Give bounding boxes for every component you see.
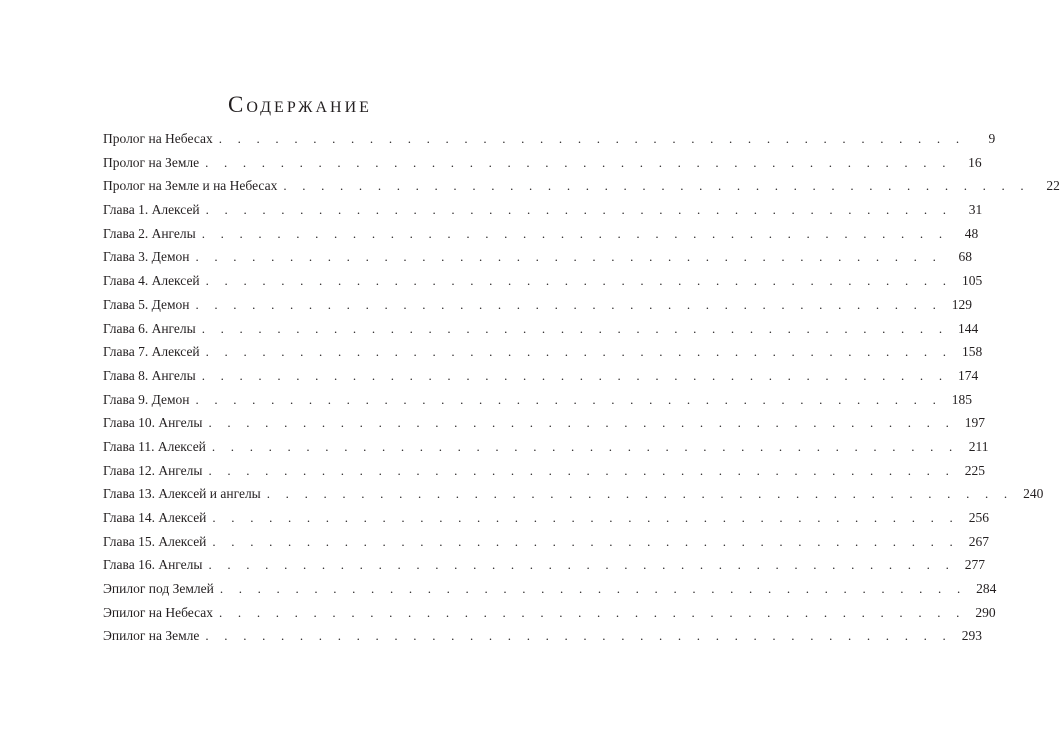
toc-entry-page: 284: [976, 581, 997, 597]
toc-entry: [103, 248, 973, 272]
toc-entry-label: Глава 12. Ангелы: [103, 462, 203, 478]
toc-entry-label: Глава 9. Демон: [103, 391, 190, 407]
toc-entry: [103, 296, 973, 320]
toc-entry-label: Глава 3. Демон: [103, 249, 190, 265]
toc-entry-label: Глава 15. Алексей: [103, 533, 207, 549]
dot-leader: . . . . . . . . . . . . . . . . . . . . . . . . . . . . . . . . . . . . . . . .: [195, 391, 943, 407]
toc-entry-page: 211: [968, 438, 989, 454]
toc-entry-page: 68: [958, 249, 973, 265]
toc-entry-label: Эпилог на Небесах: [103, 604, 214, 620]
toc-entry-label: Глава 6. Ангелы: [103, 320, 196, 336]
toc-entry-label: Глава 2. Ангелы: [103, 225, 196, 241]
toc-entry-page: 256: [968, 510, 989, 525]
toc-entry-page: 277: [964, 557, 986, 573]
toc-entry: [103, 580, 997, 604]
toc-entry: [103, 391, 973, 415]
toc-entry: [103, 438, 989, 462]
toc-entry-page: 197: [964, 415, 986, 431]
dot-leader: . . . . . . . . . . . . . . . . . . . . . . . . . . . . . . . . . . . . . . . .: [201, 225, 949, 241]
toc-entry-page: 9: [988, 131, 996, 146]
dot-leader: . . . . . . . . . . . . . . . . . . . . . . . . . . . . . . . . . . . . . . . .: [205, 202, 953, 218]
dot-leader: . . . . . . . . . . . . . . . . . . . . . . . . . . . . . . . . . . . . . . . .: [266, 486, 1014, 502]
dot-leader: . . . . . . . . . . . . . . . . . . . . . . . . . . . . . . . . . . . . . . . .: [283, 178, 1030, 194]
dot-leader: . . . . . . . . . . . . . . . . . . . . . . . . . . . . . . . . . . . . . . . .: [208, 415, 956, 431]
dot-leader: . . . . . . . . . . . . . . . . . . . . . . . . . . . . . . . . . . . . . . . .: [219, 604, 966, 620]
dot-leader: . . . . . . . . . . . . . . . . . . . . . . . . . . . . . . . . . . . . . . . .: [205, 154, 952, 170]
toc-entry: [103, 604, 996, 628]
page-title: Содержание: [228, 92, 372, 117]
toc-entry-page: 225: [964, 462, 986, 478]
toc-entry-page: 293: [961, 628, 982, 644]
dot-leader: . . . . . . . . . . . . . . . . . . . . . . . . . . . . . . . . . . . . . . . .: [208, 557, 956, 573]
toc-entry-label: Глава 7. Алексей: [103, 344, 200, 360]
dot-leader: . . . . . . . . . . . . . . . . . . . . . . . . . . . . . . . . . . . . . . . .: [219, 581, 967, 597]
dot-leader: . . . . . . . . . . . . . . . . . . . . . . . . . . . . . . . . . . . . . . . .: [195, 249, 943, 265]
toc-entry-label: Глава 1. Алексей: [103, 202, 200, 218]
toc-entry-label: Пролог на Земле и на Небесах: [103, 178, 278, 194]
toc-entry-label: Глава 8. Ангелы: [103, 367, 196, 383]
toc-entry: [103, 225, 979, 249]
dot-leader: . . . . . . . . . . . . . . . . . . . . . . . . . . . . . . . . . . . . . . . .: [208, 462, 956, 478]
toc-entry-label: Глава 10. Ангелы: [103, 415, 203, 431]
toc-entry: [103, 485, 1044, 509]
toc-entry: [103, 130, 996, 154]
toc-entry-page: 174: [958, 367, 979, 383]
toc-entry-page: 105: [961, 273, 983, 289]
toc-entry: [103, 533, 989, 557]
toc-entry-page: 267: [968, 533, 989, 549]
toc-entry: [103, 343, 983, 367]
dot-leader: . . . . . . . . . . . . . . . . . . . . . . . . . . . . . . . . . . . . . . . .: [205, 273, 953, 289]
toc-entry: [103, 509, 989, 533]
toc-entry-label: Пролог на Небесах: [103, 131, 213, 146]
table-of-contents: [103, 130, 1060, 651]
toc-entry-page: 129: [951, 296, 973, 312]
dot-leader: . . . . . . . . . . . . . . . . . . . . . . . . . . . . . . . . . . . . . . . .: [201, 320, 949, 336]
toc-entry-page: 185: [951, 391, 973, 407]
toc-entry-label: Глава 5. Демон: [103, 296, 190, 312]
toc-entry: [103, 556, 986, 580]
toc-entry-label: Эпилог под Землей: [103, 581, 214, 597]
toc-entry: [103, 201, 983, 225]
toc-entry-label: Глава 11. Алексей: [103, 438, 206, 454]
dot-leader: . . . . . . . . . . . . . . . . . . . . . . . . . . . . . . . . . . . . . . . .: [205, 344, 953, 360]
toc-entry-page: 158: [961, 344, 983, 360]
toc-entry-label: Эпилог на Земле: [103, 628, 200, 644]
toc-entry-page: 22: [1046, 178, 1060, 194]
toc-entry-page: 290: [975, 604, 996, 620]
toc-entry-label: Глава 16. Ангелы: [103, 557, 203, 573]
toc-entry-label: Глава 14. Алексей: [103, 510, 207, 525]
toc-entry-page: 16: [968, 154, 982, 170]
toc-entry: [103, 367, 979, 391]
dot-leader: . . . . . . . . . . . . . . . . . . . . . . . . . . . . . . . . . . . . . . . .: [211, 438, 959, 454]
toc-entry: [103, 627, 982, 651]
dot-leader: . . . . . . . . . . . . . . . . . . . . . . . . . . . . . . . . . . . . . . . .: [218, 131, 966, 146]
dot-leader: . . . . . . . . . . . . . . . . . . . . . . . . . . . . . . . . . . . . . . . .: [201, 367, 949, 383]
toc-entry: [103, 154, 982, 178]
toc-entry: [103, 462, 986, 486]
toc-entry-label: Глава 13. Алексей и ангелы: [103, 486, 261, 502]
dot-leader: . . . . . . . . . . . . . . . . . . . . . . . . . . . . . . . . . . . . . . . .: [195, 296, 943, 312]
toc-entry: [103, 414, 986, 438]
toc-entry-label: Глава 4. Алексей: [103, 273, 200, 289]
toc-entry-page: 48: [964, 225, 979, 241]
dot-leader: . . . . . . . . . . . . . . . . . . . . . . . . . . . . . . . . . . . . . . . .: [212, 533, 959, 549]
toc-entry-page: 240: [1023, 486, 1044, 502]
toc-entry: [103, 272, 983, 296]
dot-leader: . . . . . . . . . . . . . . . . . . . . . . . . . . . . . . . . . . . . . . . .: [212, 510, 959, 525]
toc-entry-page: 144: [958, 320, 979, 336]
toc-entry: [103, 320, 979, 344]
toc-entry-label: Пролог на Земле: [103, 154, 200, 170]
toc-entry: [103, 177, 1060, 201]
dot-leader: . . . . . . . . . . . . . . . . . . . . . . . . . . . . . . . . . . . . . . . .: [205, 628, 952, 644]
toc-entry-page: 31: [968, 202, 983, 218]
